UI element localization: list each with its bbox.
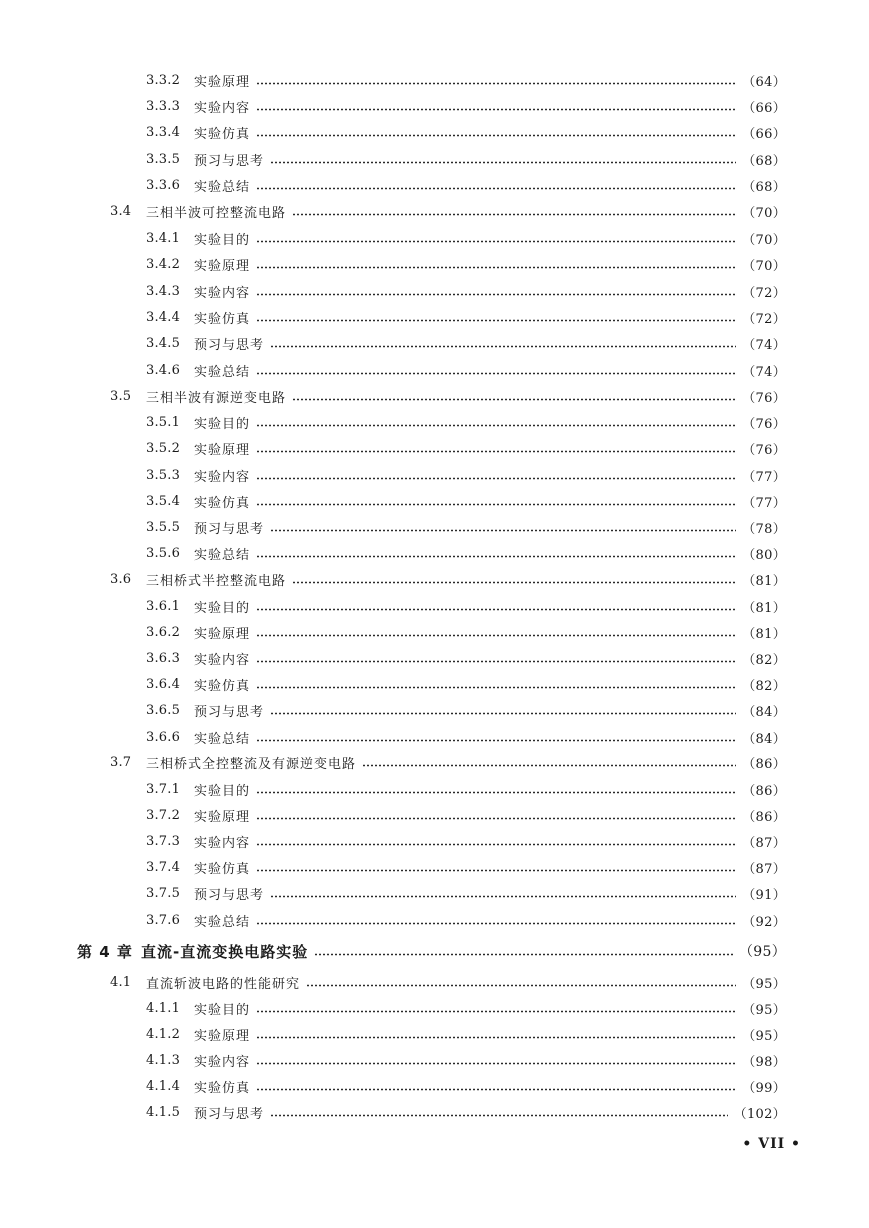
- dot-leader: [306, 984, 736, 987]
- dot-leader: [256, 634, 736, 637]
- toc-number: 4.1.5: [146, 1104, 181, 1120]
- toc-page-number: （86）: [742, 756, 786, 772]
- toc-title: 实验内容: [194, 100, 251, 116]
- toc-page-number: （87）: [742, 861, 786, 877]
- toc-title: 实验原理: [194, 74, 251, 90]
- dot-leader: [256, 450, 736, 453]
- toc-title: 实验总结: [194, 364, 251, 380]
- toc-subsection[interactable]: [146, 646, 786, 670]
- toc-number: 3.7.1: [146, 781, 181, 797]
- toc-title: 实验总结: [194, 731, 251, 747]
- toc-title: 实验总结: [194, 547, 251, 563]
- dot-leader: [362, 764, 736, 767]
- toc-title: 实验总结: [194, 179, 251, 195]
- toc-subsection[interactable]: [146, 331, 786, 355]
- toc-title: 预习与思考: [194, 1106, 265, 1122]
- toc-title: 实验仿真: [194, 678, 251, 694]
- dot-leader: [256, 108, 736, 111]
- toc-subsection[interactable]: [146, 620, 786, 644]
- toc-subsection[interactable]: [146, 881, 786, 905]
- toc-title: 实验仿真: [194, 495, 251, 511]
- toc-section[interactable]: [110, 567, 786, 591]
- toc-title: 预习与思考: [194, 521, 265, 537]
- dot-leader: [292, 398, 736, 401]
- toc-page-number: （82）: [742, 652, 786, 668]
- toc-subsection[interactable]: [146, 1022, 786, 1046]
- toc-title: 实验原理: [194, 1028, 251, 1044]
- toc-page-number: （81）: [742, 600, 786, 616]
- toc-number: 3.6.3: [146, 650, 181, 666]
- dot-leader: [270, 161, 736, 164]
- dot-leader: [256, 843, 736, 846]
- toc-title: 直流斩波电路的性能研究: [146, 976, 301, 992]
- toc-page-number: （74）: [742, 337, 786, 353]
- toc-page-number: （95）: [742, 1002, 786, 1018]
- toc-subsection[interactable]: [146, 436, 786, 460]
- toc-number: 3.4: [110, 203, 132, 219]
- toc-number: 3.7.4: [146, 859, 181, 875]
- toc-subsection[interactable]: [146, 777, 786, 801]
- toc-subsection[interactable]: [146, 226, 786, 250]
- toc-number: 3.3.3: [146, 98, 181, 114]
- toc-number: 3.4.4: [146, 309, 181, 325]
- toc-subsection[interactable]: [146, 68, 786, 92]
- toc-number: 3.6: [110, 571, 132, 587]
- toc-page-number: （76）: [742, 390, 786, 406]
- toc-title: 三相桥式半控整流电路: [146, 573, 287, 589]
- toc-number: 3.6.1: [146, 598, 181, 614]
- toc-title: 实验内容: [194, 835, 251, 851]
- toc-subsection[interactable]: [146, 1074, 786, 1098]
- toc-section[interactable]: [110, 384, 786, 408]
- dot-leader: [256, 739, 736, 742]
- toc-subsection[interactable]: [146, 147, 786, 171]
- dot-leader: [256, 82, 736, 85]
- toc-subsection[interactable]: [146, 908, 786, 932]
- dot-leader: [270, 529, 736, 532]
- toc-subsection[interactable]: [146, 1048, 786, 1072]
- toc-subsection[interactable]: [146, 94, 786, 118]
- dot-leader: [256, 817, 736, 820]
- toc-number: 3.5.2: [146, 440, 181, 456]
- toc-subsection[interactable]: [146, 489, 786, 513]
- toc-title: 实验原理: [194, 442, 251, 458]
- toc-number: 3.5.1: [146, 414, 181, 430]
- toc-page-number: （99）: [742, 1080, 786, 1096]
- toc-number: 3.6.5: [146, 702, 181, 718]
- page-folio: • VII •: [742, 1136, 801, 1152]
- toc-subsection[interactable]: [146, 855, 786, 879]
- toc-page-number: （81）: [742, 573, 786, 589]
- toc-number: 3.4.6: [146, 362, 181, 378]
- toc-subsection[interactable]: [146, 1100, 786, 1124]
- toc-section[interactable]: [110, 199, 786, 223]
- toc-number: 3.5.3: [146, 467, 181, 483]
- toc-number: 3.6.6: [146, 729, 181, 745]
- dot-leader: [292, 581, 736, 584]
- toc-title: 三相半波可控整流电路: [146, 205, 287, 221]
- toc-subsection[interactable]: [146, 829, 786, 853]
- toc-subsection[interactable]: [146, 698, 786, 722]
- toc-number: 3.4.3: [146, 283, 181, 299]
- toc-number: 3.7: [110, 754, 132, 770]
- toc-page-number: （74）: [742, 364, 786, 380]
- dot-leader: [256, 187, 736, 190]
- toc-title: 实验仿真: [194, 1080, 251, 1096]
- toc-page-number: （98）: [742, 1054, 786, 1070]
- dot-leader: [256, 660, 736, 663]
- toc-title: 实验仿真: [194, 126, 251, 142]
- toc-page-number: （72）: [742, 285, 786, 301]
- toc-number: 4.1.4: [146, 1078, 181, 1094]
- toc-page-number: （72）: [742, 311, 786, 327]
- toc-page-number: （66）: [742, 100, 786, 116]
- toc-number: 3.7.5: [146, 885, 181, 901]
- toc-number: 4.1.2: [146, 1026, 181, 1042]
- toc-title: 实验目的: [194, 1002, 251, 1018]
- toc-number: 3.4.2: [146, 256, 181, 272]
- dot-leader: [256, 608, 736, 611]
- toc-subsection[interactable]: [146, 120, 786, 144]
- toc-number: 3.3.4: [146, 124, 181, 140]
- toc-subsection[interactable]: [146, 279, 786, 303]
- toc-page-number: （68）: [742, 153, 786, 169]
- toc-number: 3.3.6: [146, 177, 181, 193]
- dot-leader: [314, 953, 733, 956]
- toc-subsection[interactable]: [146, 803, 786, 827]
- toc-title: 实验目的: [194, 783, 251, 799]
- toc-subsection[interactable]: [146, 541, 786, 565]
- toc-page-number: （70）: [742, 232, 786, 248]
- dot-leader: [256, 424, 736, 427]
- toc-number: 3.3.5: [146, 151, 181, 167]
- toc-subsection[interactable]: [146, 173, 786, 197]
- dot-leader: [270, 345, 736, 348]
- toc-page-number: （86）: [742, 783, 786, 799]
- toc-page-number: （77）: [742, 495, 786, 511]
- toc-number: 3.7.2: [146, 807, 181, 823]
- toc-title: 实验原理: [194, 809, 251, 825]
- dot-leader: [256, 240, 736, 243]
- toc-title: 直流-直流变换电路实验: [141, 942, 309, 961]
- toc-page-number: （95）: [742, 1028, 786, 1044]
- dot-leader: [256, 869, 736, 872]
- dot-leader: [256, 922, 736, 925]
- toc-subsection[interactable]: [146, 725, 786, 749]
- toc-page-number: （92）: [742, 914, 786, 930]
- toc-number: 4.1.3: [146, 1052, 181, 1068]
- toc-section[interactable]: [110, 970, 786, 994]
- toc-number: 4.1: [110, 974, 132, 990]
- toc-page-number: （76）: [742, 416, 786, 432]
- toc-number: 3.5: [110, 388, 132, 404]
- toc-page-number: （95）: [742, 976, 786, 992]
- toc-title: 预习与思考: [194, 153, 265, 169]
- toc-page-number: （68）: [742, 179, 786, 195]
- toc-number: 3.4.5: [146, 335, 181, 351]
- toc-title: 实验仿真: [194, 311, 251, 327]
- toc-title: 预习与思考: [194, 337, 265, 353]
- toc-number: 3.5.5: [146, 519, 181, 535]
- dot-leader: [256, 1062, 736, 1065]
- dot-leader: [292, 213, 736, 216]
- toc-number: 3.6.2: [146, 624, 181, 640]
- toc-number: 3.7.3: [146, 833, 181, 849]
- toc-page-number: （95）: [738, 944, 786, 960]
- dot-leader: [256, 266, 736, 269]
- toc-chapter[interactable]: [77, 939, 786, 963]
- toc-title: 三相桥式全控整流及有源逆变电路: [146, 756, 357, 772]
- toc-page-number: （80）: [742, 547, 786, 563]
- toc-page-number: （64）: [742, 74, 786, 90]
- toc-subsection[interactable]: [146, 594, 786, 618]
- toc-subsection[interactable]: [146, 672, 786, 696]
- dot-leader: [256, 1036, 736, 1039]
- toc-title: 实验总结: [194, 914, 251, 930]
- dot-leader: [270, 712, 736, 715]
- toc-page-number: （86）: [742, 809, 786, 825]
- toc-page-number: （87）: [742, 835, 786, 851]
- dot-leader: [256, 555, 736, 558]
- toc-section[interactable]: [110, 750, 786, 774]
- dot-leader: [256, 1088, 736, 1091]
- dot-leader: [270, 895, 736, 898]
- toc-page-number: （76）: [742, 442, 786, 458]
- toc-number: 3.3.2: [146, 72, 181, 88]
- toc-title: 实验原理: [194, 258, 251, 274]
- toc-page-number: （91）: [742, 887, 786, 903]
- toc-subsection[interactable]: [146, 358, 786, 382]
- toc-page-number: （102）: [733, 1106, 786, 1122]
- toc-subsection[interactable]: [146, 252, 786, 276]
- toc-title: 实验内容: [194, 285, 251, 301]
- toc-title: 实验目的: [194, 416, 251, 432]
- toc-number: 3.5.4: [146, 493, 181, 509]
- toc-page-number: （70）: [742, 205, 786, 221]
- toc-title: 实验内容: [194, 652, 251, 668]
- toc-title: 三相半波有源逆变电路: [146, 390, 287, 406]
- dot-leader: [256, 477, 736, 480]
- toc-page-number: （84）: [742, 704, 786, 720]
- dot-leader: [256, 134, 736, 137]
- toc-subsection[interactable]: [146, 515, 786, 539]
- toc-page-number: （81）: [742, 626, 786, 642]
- toc-page-number: （77）: [742, 469, 786, 485]
- toc-subsection[interactable]: [146, 410, 786, 434]
- dot-leader: [256, 319, 736, 322]
- toc-number: 3.6.4: [146, 676, 181, 692]
- toc-title: 实验仿真: [194, 861, 251, 877]
- toc-number: 4.1.1: [146, 1000, 181, 1016]
- toc-number: 第 4 章: [77, 942, 133, 961]
- toc-number: 3.5.6: [146, 545, 181, 561]
- toc-title: 预习与思考: [194, 704, 265, 720]
- dot-leader: [270, 1114, 728, 1117]
- dot-leader: [256, 293, 736, 296]
- dot-leader: [256, 686, 736, 689]
- toc-page-number: （66）: [742, 126, 786, 142]
- toc-title: 实验内容: [194, 469, 251, 485]
- dot-leader: [256, 372, 736, 375]
- toc-number: 3.4.1: [146, 230, 181, 246]
- toc-title: 预习与思考: [194, 887, 265, 903]
- dot-leader: [256, 503, 736, 506]
- toc-title: 实验内容: [194, 1054, 251, 1070]
- toc-number: 3.7.6: [146, 912, 181, 928]
- toc-page-number: （70）: [742, 258, 786, 274]
- toc-page-number: （82）: [742, 678, 786, 694]
- toc-page-number: （84）: [742, 731, 786, 747]
- toc-title: 实验原理: [194, 626, 251, 642]
- toc-page-number: （78）: [742, 521, 786, 537]
- toc-title: 实验目的: [194, 600, 251, 616]
- toc-title: 实验目的: [194, 232, 251, 248]
- toc-subsection[interactable]: [146, 463, 786, 487]
- dot-leader: [256, 791, 736, 794]
- toc-subsection[interactable]: [146, 305, 786, 329]
- toc-subsection[interactable]: [146, 996, 786, 1020]
- dot-leader: [256, 1010, 736, 1013]
